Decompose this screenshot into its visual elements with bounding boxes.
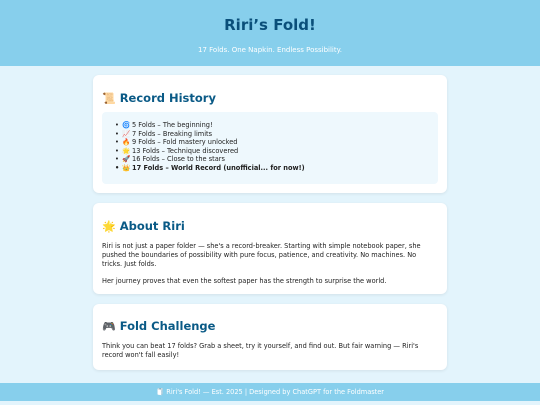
record-list	[110, 121, 430, 173]
record-history-heading	[102, 91, 438, 105]
record-text: 16 Folds – Close to the stars	[132, 155, 225, 164]
rocket-icon: 🚀	[122, 155, 131, 164]
record-text: 9 Folds – Fold mastery unlocked	[132, 138, 238, 147]
page-footer: 🧻 Riri's Fold! — Est. 2025 | Designed by ChatGPT for the Foldmaster	[0, 383, 540, 401]
page-header	[0, 0, 540, 66]
list-item	[110, 147, 430, 156]
star-icon: 🌟	[122, 146, 131, 155]
list-item	[110, 130, 430, 139]
challenge-heading	[102, 319, 438, 333]
record-text: 17 Folds – World Record (unofficial... for now!)	[132, 163, 305, 172]
about-title: About Riri	[119, 219, 185, 233]
crown-icon: 👑	[122, 163, 131, 172]
challenge-text: Think you can beat 17 folds? Grab a sheet, try it yourself, and find out. But fair warning — Riri's record won't fall easily!	[102, 342, 419, 360]
list-item	[110, 138, 430, 147]
record-text: 13 Folds – Technique discovered	[132, 146, 239, 155]
about-paragraph-2: Her journey proves that even the softest paper has the strength to surprise the world.	[102, 276, 387, 285]
list-item	[110, 155, 430, 164]
record-history-card	[93, 75, 447, 193]
about-heading	[102, 219, 438, 233]
fire-icon: 🔥	[122, 138, 131, 147]
record-text: 7 Folds – Breaking limits	[132, 129, 213, 138]
sun-icon: 🌟	[102, 219, 116, 233]
list-item	[110, 121, 430, 130]
challenge-card	[93, 304, 447, 370]
record-history-title: Record History	[119, 91, 216, 105]
about-card	[93, 203, 447, 294]
record-list-box	[102, 112, 438, 184]
list-item	[110, 164, 430, 173]
record-text: 5 Folds – The beginning!	[132, 121, 213, 129]
gamepad-icon: 🎮	[102, 319, 116, 333]
about-paragraph-1: Riri is not just a paper folder — she's a record-breaker. Starting with simple notebook paper, she pushed the boundaries of possibility with pure focus, patience, and creativity. No machines. No tricks. Just folds.	[102, 242, 421, 269]
scroll-icon: 📜	[102, 91, 116, 105]
challenge-title: Fold Challenge	[119, 319, 216, 333]
site-subtitle: 17 Folds. One Napkin. Endless Possibility.	[198, 46, 342, 54]
chart-up-icon: 📈	[122, 129, 131, 138]
site-title: Riri’s Fold!	[224, 16, 316, 34]
spiral-icon: 🌀	[122, 121, 131, 129]
